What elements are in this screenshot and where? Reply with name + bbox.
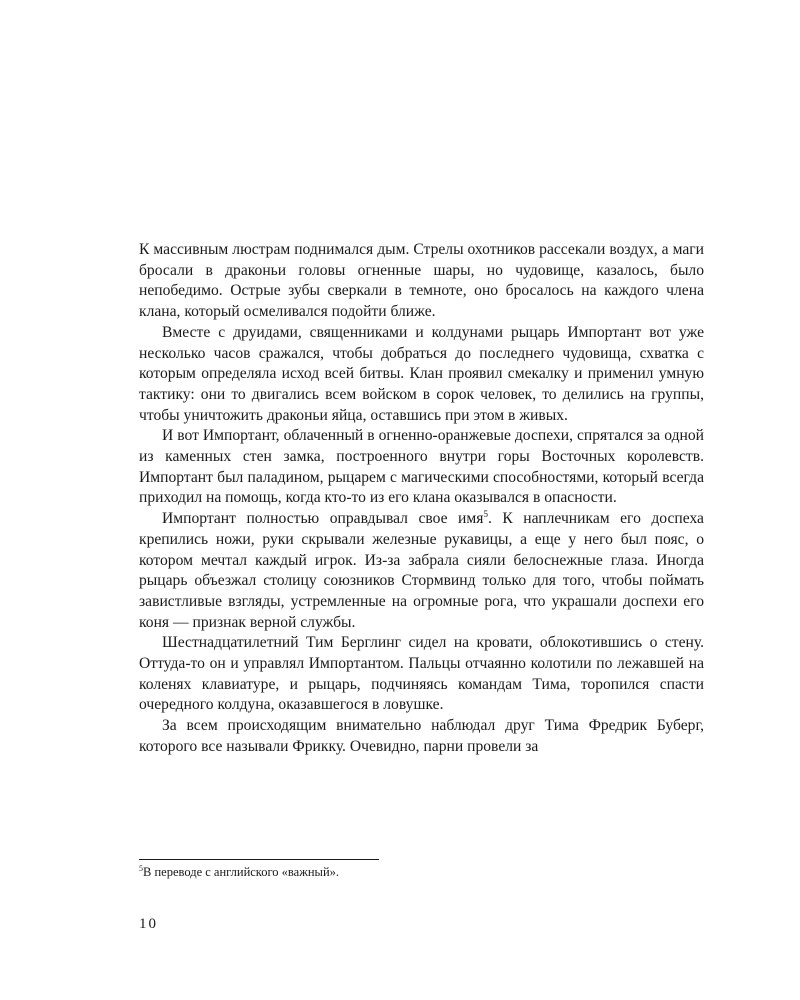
body-text: [139, 240, 704, 758]
paragraph-4-end: . К наплечникам его доспеха крепились ножи, руки скрывали железные рукавицы, а еще у него был пояс, о котором мечтал каждый игрок. Из-за забрала сияли белоснежные глаза. Иногда рыцарь объезжал столицу союзников Стормвинд только для того, чтобы поймать завистливые взгляды, устремленные на огромные рога, что украшали доспехи его коня — признак верной службы.: [139, 510, 704, 631]
paragraph-5: Шестнадцатилетний Тим Берглинг сидел на кровати, облокотившись о стену. Оттуда-то он и управлял Импортантом. Пальцы отчаянно колотили по лежавшей на коленях клавиатуре, и рыцарь, подчиняясь командам Тима, торопился спасти очередного колдуна, оказавшегося в ловушке.: [139, 634, 704, 714]
page-number: 10: [139, 916, 158, 932]
paragraph-2: Вместе с друидами, священниками и колдунами рыцарь Импортант вот уже несколько часов сражался, чтобы добраться до последнего чудовища, схватка с которым определяла исход всей битвы. Клан проявил смекалку и применил умную тактику: они то двигались всем войском в сорок человек, то делились на группы, чтобы уничтожить драконьи яйца, оставшись при этом в живых.: [139, 323, 704, 424]
footnote-text: В переводе с английского «важный».: [143, 865, 340, 879]
paragraph-3: И вот Импортант, облаченный в огненно-оранжевые доспехи, спрятался за одной из каменных стен замка, построенного внутри горы Восточных королевств. Импортант был паладином, рыцарем с магическими способностями, который всегда приходил на помощь, когда кто-то из его клана оказывался в опасности.: [139, 427, 704, 507]
footnote-reference: 5: [483, 508, 488, 519]
footnote-mark: 5: [139, 863, 143, 873]
footnote: [139, 864, 339, 880]
footnote-divider: [139, 859, 379, 860]
paragraph-1: К массивным люстрам поднимался дым. Стрелы охотников рассекали воздух, а маги бросали в драконьи головы огненные шары, но чудовище, казалось, было непобедимо. Острые зубы сверкали в темноте, оно бросалось на каждого члена клана, который осмеливался подойти ближе.: [139, 241, 704, 321]
paragraph-6: За всем происходящим внимательно наблюдал друг Тима Фредрик Буберг, которого все называли Фрикку. Очевидно, парни провели за: [139, 717, 704, 755]
paragraph-4: [139, 509, 704, 633]
paragraph-4-start: Импортант полностью оправдывал свое имя: [162, 510, 484, 528]
